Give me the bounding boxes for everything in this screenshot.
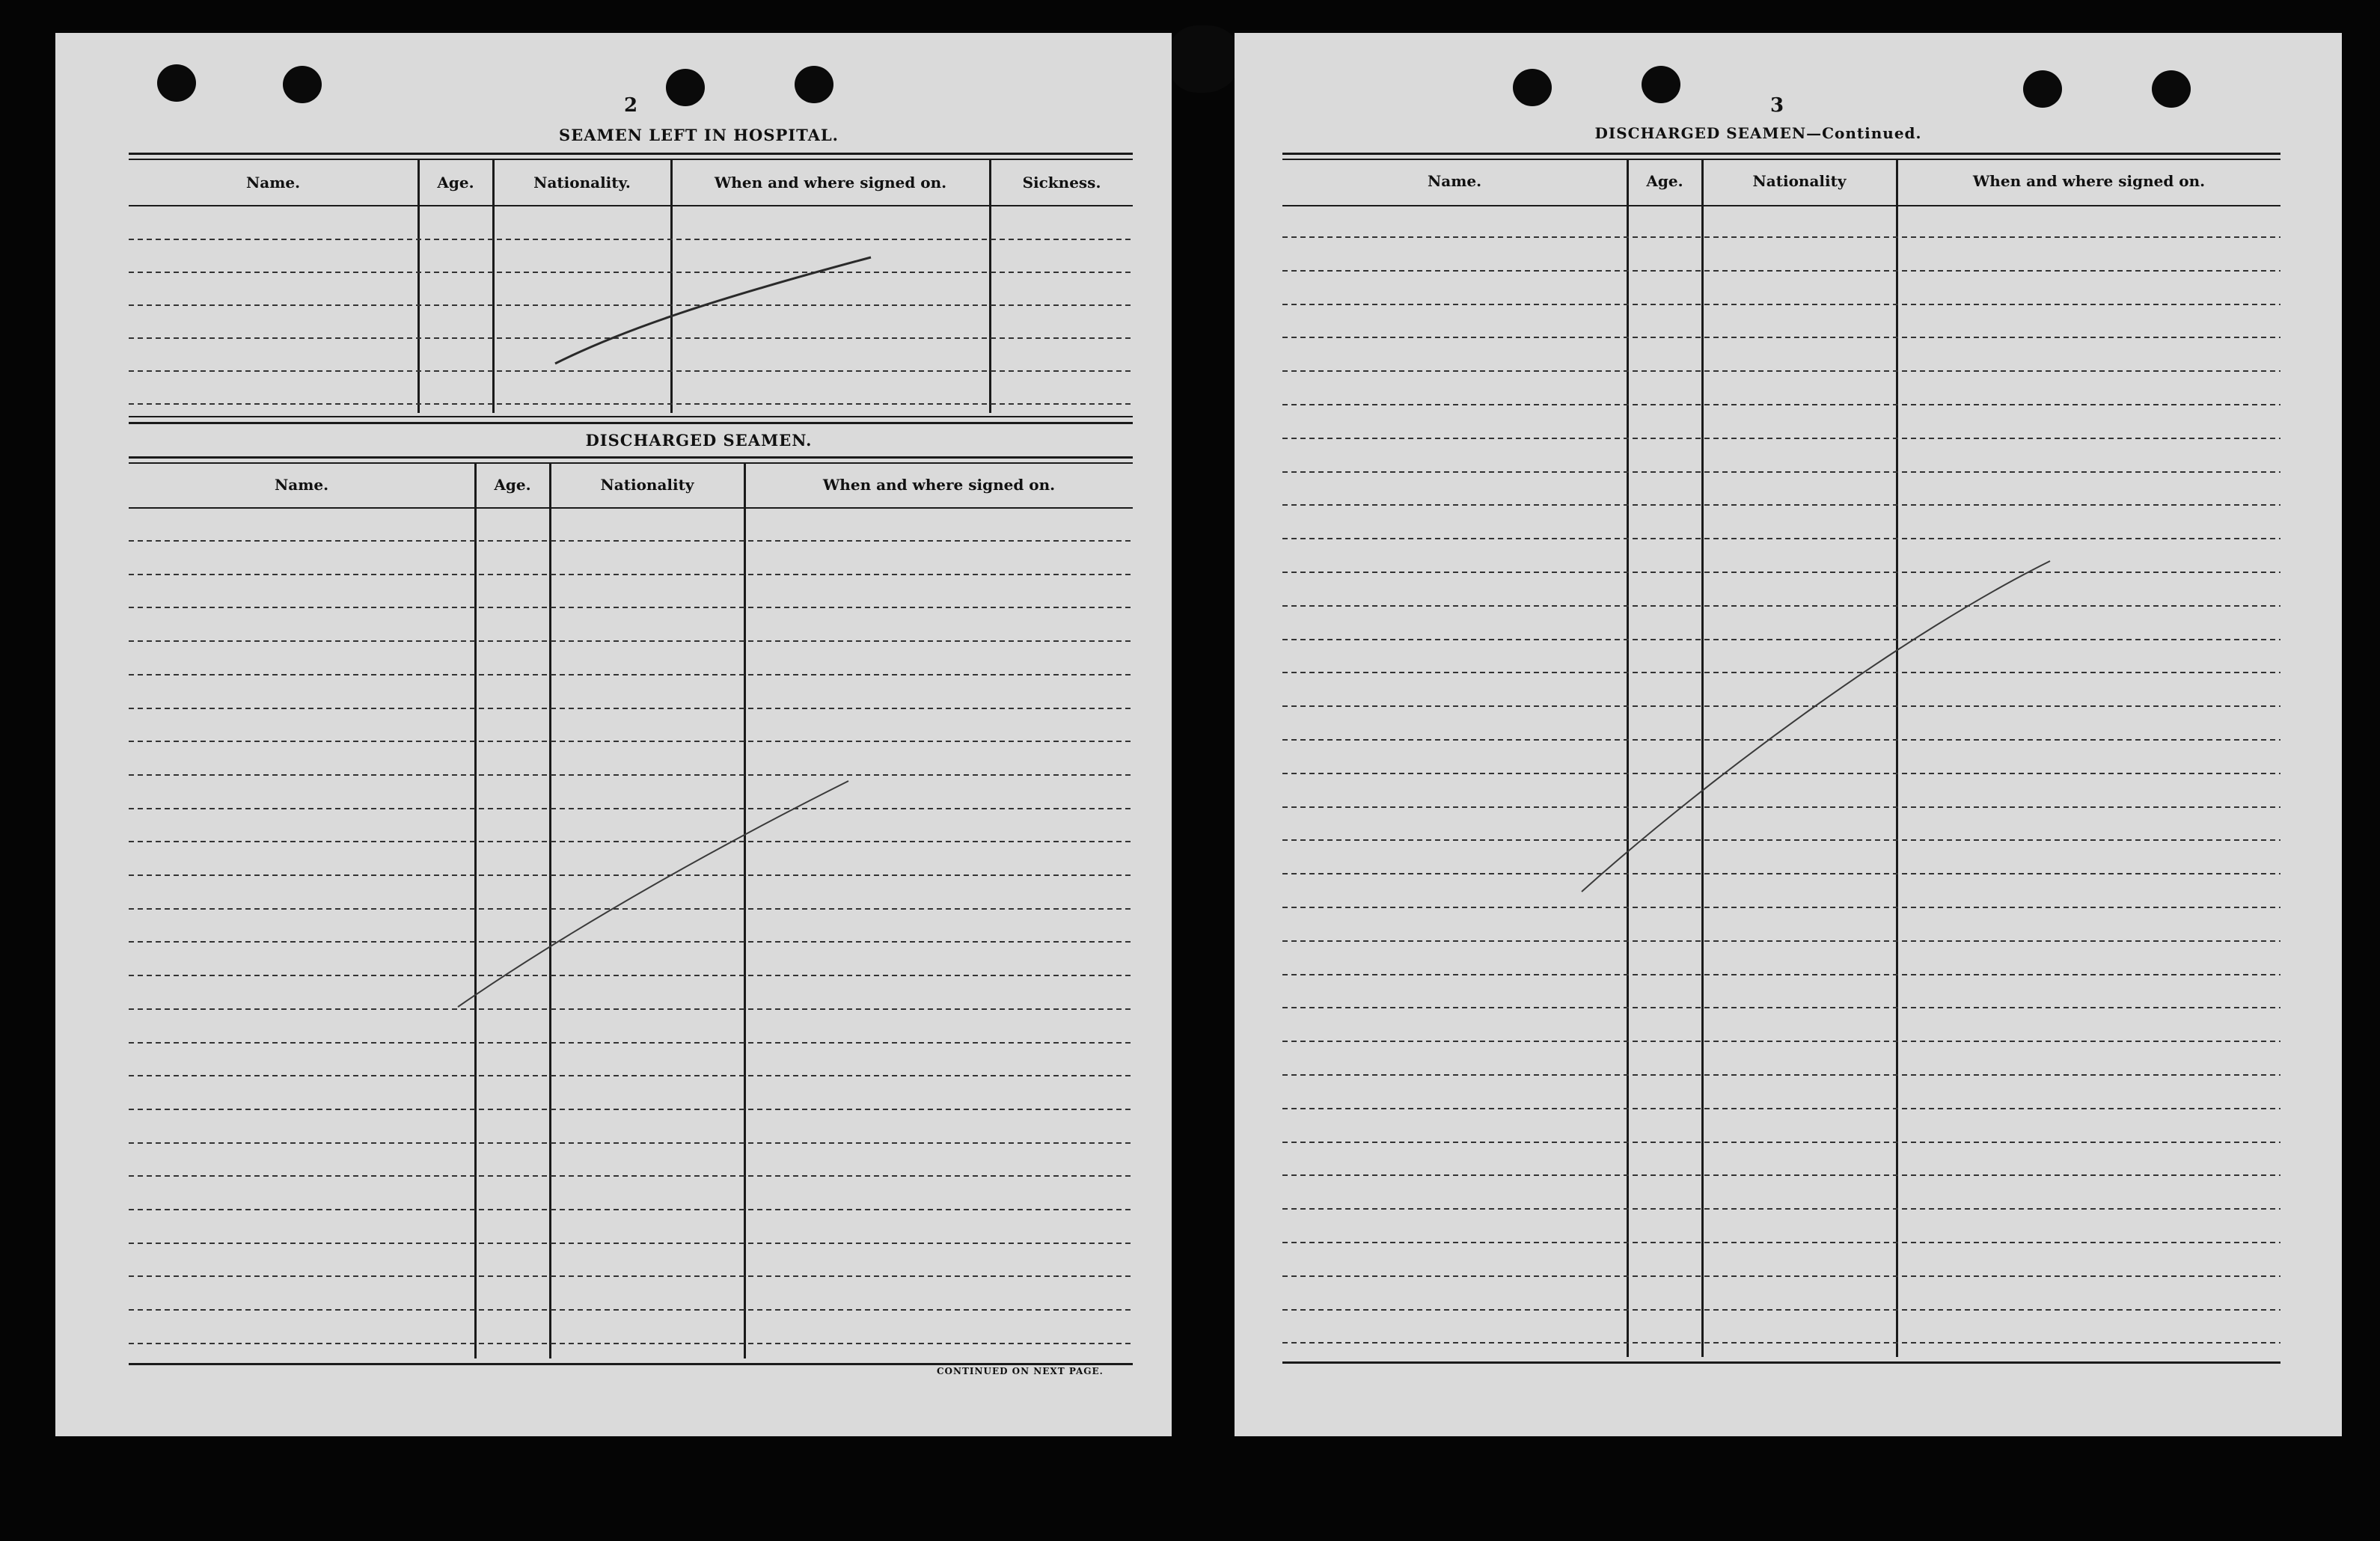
col-header-age: Age.	[1646, 172, 1683, 190]
left-page	[55, 33, 1172, 1436]
col-header-name: Name.	[245, 174, 301, 192]
col-header-signed-on: When and where signed on.	[1972, 172, 2206, 190]
right-page	[1235, 33, 2342, 1436]
col-header-nationality: Nationality	[1752, 172, 1847, 190]
binding-tear	[1169, 25, 1241, 93]
col-header-name: Name.	[1427, 172, 1482, 190]
strike-line	[55, 33, 1172, 1436]
page-number: 2	[624, 94, 638, 117]
discharged-section-title: DISCHARGED SEAMEN.	[585, 431, 813, 450]
col-header-nationality: Nationality	[600, 476, 694, 494]
col-header-age: Age.	[437, 174, 474, 192]
strike-line	[1235, 33, 2342, 1436]
col-header-age: Age.	[494, 476, 531, 494]
col-header-sickness: Sickness.	[1022, 174, 1101, 192]
col-header-signed-on: When and where signed on.	[822, 476, 1056, 494]
col-header-signed-on: When and where signed on.	[714, 174, 947, 192]
col-header-name: Name.	[274, 476, 329, 494]
continued-note: CONTINUED ON NEXT PAGE.	[937, 1366, 1104, 1376]
section-title: DISCHARGED SEAMEN—Continued.	[1594, 124, 1922, 142]
col-header-nationality: Nationality.	[533, 174, 631, 192]
hospital-section-title: SEAMEN LEFT IN HOSPITAL.	[559, 126, 839, 144]
page-number: 3	[1770, 94, 1784, 117]
